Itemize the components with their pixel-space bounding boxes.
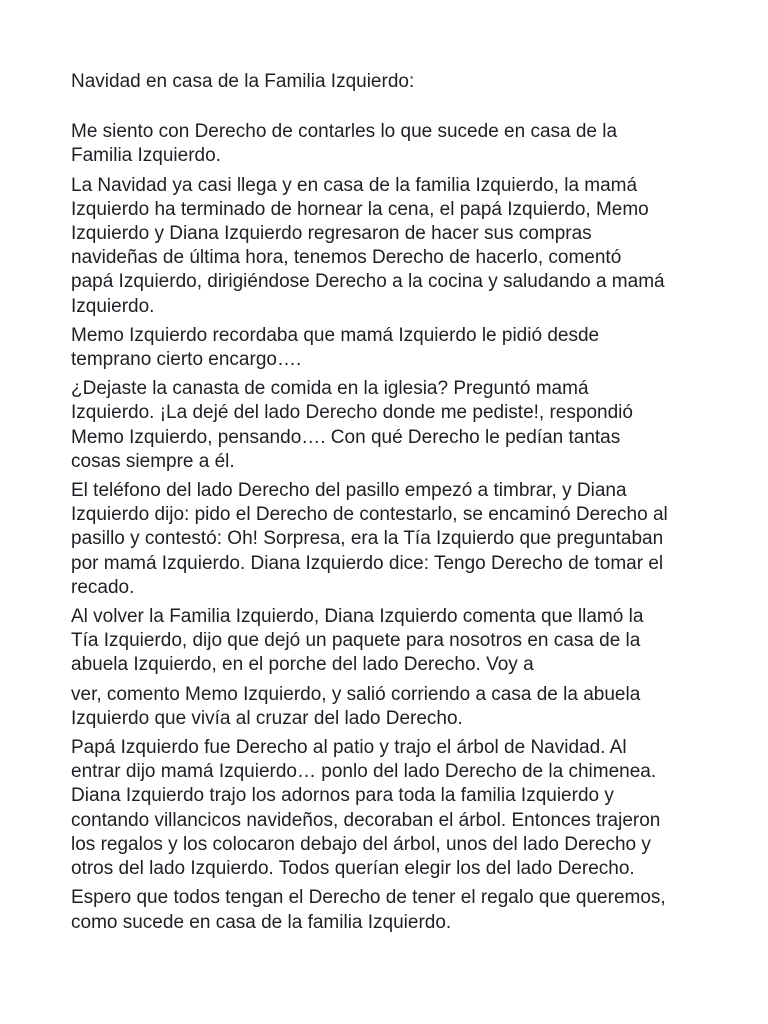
paragraph: Memo Izquierdo recordaba que mamá Izquierdo le pidió desde temprano cierto encargo…. bbox=[71, 324, 600, 371]
document-page bbox=[71, 70, 711, 940]
paragraph: Al volver la Familia Izquierdo, Diana Izquierdo comenta que llamó la Tía Izquierdo, dijo que dejó un paquete para nosotros en casa de la abuela Izquierdo, en el porche del lado Derecho. Voy a bbox=[71, 606, 644, 676]
paragraph: Me siento con Derecho de contarles lo que sucede en casa de la Familia Izquierdo. bbox=[71, 121, 618, 167]
paragraph: La Navidad ya casi llega y en casa de la familia Izquierdo, la mamá Izquierdo ha terminado de hornear la cena, el papá Izquierdo, Memo Izquierdo y Diana Izquierdo regresaron de hacer sus compras navideñas de última hora, tenemos Derecho de hacerlo, comentó papá Izquierdo, dirigiéndose Derecho a la cocina y saludando a mamá Izquierdo. bbox=[71, 174, 665, 317]
paragraph: Espero que todos tengan el Derecho de tener el regalo que queremos, como sucede en casa de la familia Izquierdo. bbox=[71, 887, 666, 933]
paragraph: ¿Dejaste la canasta de comida en la iglesia? Preguntó mamá Izquierdo. ¡La dejé del lado Derecho donde me pediste!, respondió Memo Izquierdo, pensando…. Con qué Derecho le pedían tantas cosas siempre a él. bbox=[71, 378, 633, 472]
document-title: Navidad en casa de la Familia Izquierdo: bbox=[71, 71, 415, 92]
paragraph: Papá Izquierdo fue Derecho al patio y trajo el árbol de Navidad. Al entrar dijo mamá Izquierdo… ponlo del lado Derecho de la chimenea. Diana Izquierdo trajo los adornos para toda la familia Izquierdo y contando villancicos navideños, decoraban el árbol. Entonces trajeron los regalos y los colocaron debajo del árbol, unos del lado Derecho y otros del lado Izquierdo. Todos querían elegir los del lado Derecho. bbox=[71, 737, 661, 880]
paragraph: ver, comento Memo Izquierdo, y salió corriendo a casa de la abuela Izquierdo que vivía al cruzar del lado Derecho. bbox=[71, 683, 641, 729]
paragraph: El teléfono del lado Derecho del pasillo empezó a timbrar, y Diana Izquierdo dijo: pido el Derecho de contestarlo, se encaminó Derecho al pasillo y contestó: Oh! Sorpresa, era la Tía Izquierdo que preguntaban por mamá Izquierdo. Diana Izquierdo dice: Tengo Derecho de tomar el recado. bbox=[71, 480, 668, 598]
